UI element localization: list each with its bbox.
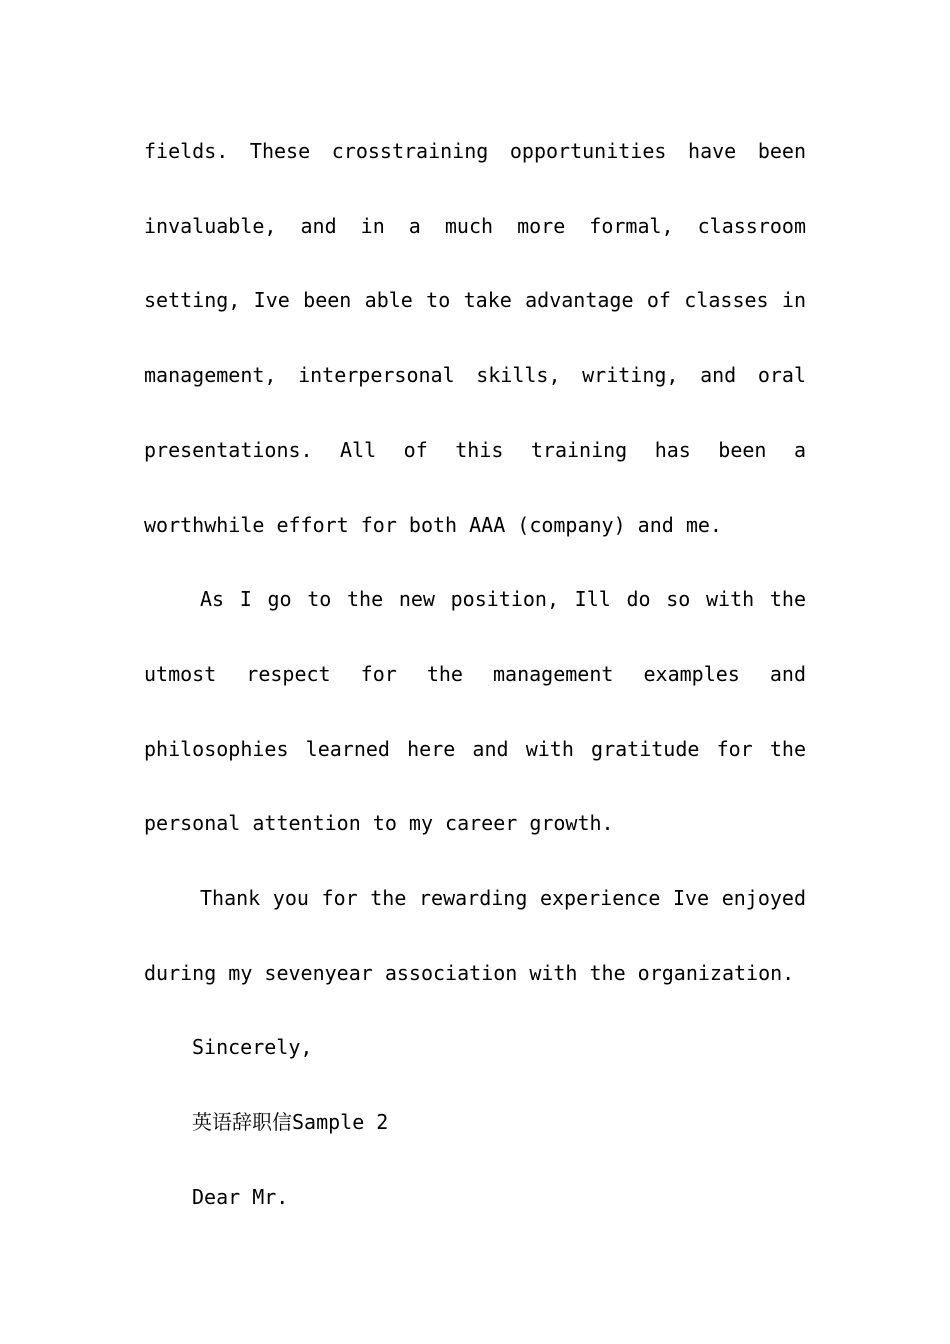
paragraph-training: fields. These crosstraining opportunities have been invaluable, and in a much more formal, classroom setting, Ive been able to take advantage of classes in management, interpersonal skills, writing, and oral presentations. All of this training has been a worthwhile effort for both AAA (company) and me. — [144, 139, 806, 537]
paragraph-new-position: As I go to the new position, Ill do so with the utmost respect for the management examples and philosophies learned here and with gratitude for the personal attention to my career growth. — [144, 587, 806, 836]
salutation-line: Dear Mr. — [192, 1184, 289, 1209]
paragraph-thank-you: Thank you for the rewarding experience Ive enjoyed during my sevenyear association with the organization. — [144, 886, 806, 985]
closing-line: Sincerely, — [192, 1035, 313, 1060]
letter-body — [144, 114, 806, 1235]
sample-heading: 英语辞职信Sample 2 — [192, 1110, 389, 1135]
